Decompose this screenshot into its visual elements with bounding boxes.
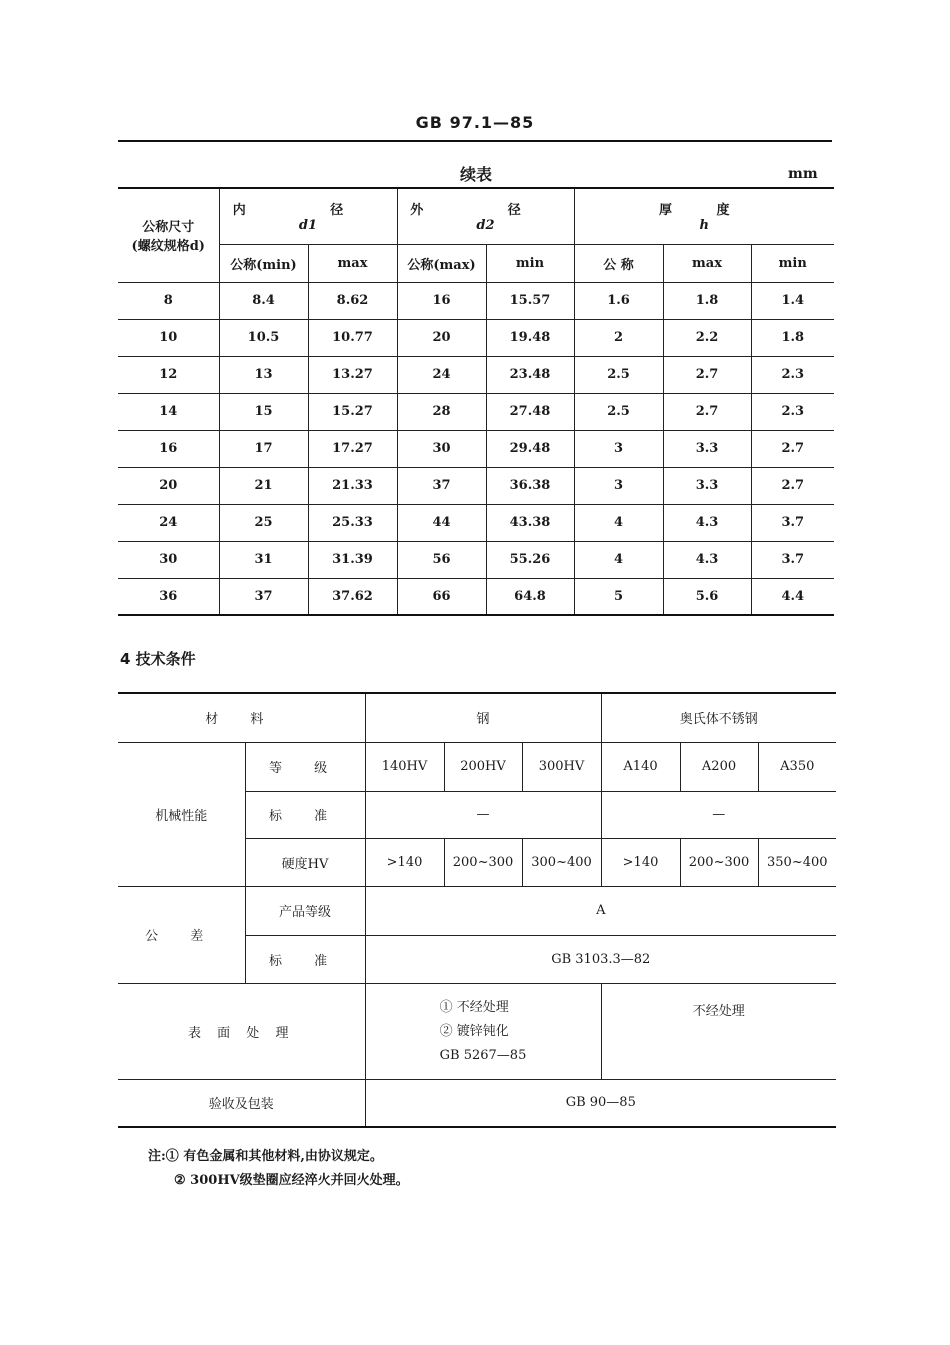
acceptance-label: 验收及包装 [118,1079,365,1127]
hardness-cell: >140 [365,838,444,886]
unit-label: mm [788,166,818,182]
table-cell: 1.8 [663,282,751,319]
table-cell: 24 [118,504,219,541]
table-cell: 24 [397,356,486,393]
table-row [118,578,834,615]
table-cell: 44 [397,504,486,541]
table-cell: 20 [118,467,219,504]
table-cell: 10.5 [219,319,308,356]
table-cell: 31 [219,541,308,578]
table-cell: 28 [397,393,486,430]
note-2: ② 300HV级垫圈应经淬火并回火处理。 [174,1173,409,1188]
table-cell: 2.7 [751,430,834,467]
table-row [118,282,834,319]
table-cell: 2.7 [663,356,751,393]
table-cell: 8 [118,282,219,319]
table-caption: 续表 [460,165,493,184]
sub-thick-max: max [663,244,751,282]
table-cell: 4 [574,541,663,578]
surface-treatment-label: 表 面 处 理 [118,983,365,1079]
table-row [118,356,834,393]
tolerance-standard-label: 标 准 [245,935,365,983]
table-cell: 25 [219,504,308,541]
tolerance-label: 公 差 [118,886,245,983]
sub-thick-min: min [751,244,834,282]
table-cell: 1.8 [751,319,834,356]
table-cell: 4.3 [663,541,751,578]
table-cell: 16 [397,282,486,319]
table-cell: 3.7 [751,541,834,578]
surface-stainless: 不经处理 [601,983,836,1079]
grade-label: 等 级 [245,742,365,791]
table-cell: 10.77 [308,319,397,356]
table-cell: 19.48 [486,319,574,356]
hardness-cell: 200~300 [680,838,758,886]
sub-inner-max: max [308,244,397,282]
table-cell: 2.5 [574,393,663,430]
table-cell: 13.27 [308,356,397,393]
table-cell: 37 [219,578,308,615]
table-cell: 36.38 [486,467,574,504]
table-cell: 27.48 [486,393,574,430]
table-cell: 3.3 [663,430,751,467]
table-row [118,430,834,467]
table-row [118,393,834,430]
tolerance-standard-value: GB 3103.3—82 [365,935,836,983]
table-cell: 55.26 [486,541,574,578]
stainless-standard: — [601,791,836,838]
hardness-cell: 300~400 [522,838,601,886]
table-cell: 16 [118,430,219,467]
table-cell: 30 [397,430,486,467]
table-cell: 5 [574,578,663,615]
table-cell: 2.7 [751,467,834,504]
table-cell: 13 [219,356,308,393]
sub-inner-nominal: 公称(min) [219,244,308,282]
table-cell: 8.4 [219,282,308,319]
table-cell: 2.7 [663,393,751,430]
table-row [118,467,834,504]
table-cell: 21.33 [308,467,397,504]
table-cell: 36 [118,578,219,615]
table-cell: 15.27 [308,393,397,430]
grade-cell: A200 [680,742,758,791]
product-grade-value: A [365,886,836,935]
table-cell: 37.62 [308,578,397,615]
header-outer-diameter: 外 径 d2 [397,188,574,244]
table-cell: 31.39 [308,541,397,578]
table-row [118,319,834,356]
table-cell: 3 [574,467,663,504]
table-cell: 3.7 [751,504,834,541]
table-cell: 1.4 [751,282,834,319]
table-cell: 1.6 [574,282,663,319]
table-cell: 20 [397,319,486,356]
grade-cell: A350 [758,742,836,791]
sub-thick-nominal: 公 称 [574,244,663,282]
table-cell: 37 [397,467,486,504]
material-label: 材 料 [118,693,365,742]
grade-cell: 200HV [444,742,522,791]
table-cell: 17.27 [308,430,397,467]
dimension-table [118,187,834,616]
table-cell: 4.4 [751,578,834,615]
header-thickness: 厚 度 h [574,188,834,244]
sub-outer-min: min [486,244,574,282]
acceptance-value: GB 90—85 [365,1079,836,1127]
table-cell: 8.62 [308,282,397,319]
table-cell: 4.3 [663,504,751,541]
grade-cell: 140HV [365,742,444,791]
table-cell: 21 [219,467,308,504]
hardness-cell: 200~300 [444,838,522,886]
grade-cell: A140 [601,742,680,791]
table-cell: 2 [574,319,663,356]
table-cell: 4 [574,504,663,541]
table-cell: 3 [574,430,663,467]
header-nominal-size: 公称尺寸 (螺纹规格d) [118,188,219,282]
table-cell: 23.48 [486,356,574,393]
table-cell: 29.48 [486,430,574,467]
table-cell: 12 [118,356,219,393]
table-cell: 15 [219,393,308,430]
hardness-cell: 350~400 [758,838,836,886]
product-grade-label: 产品等级 [245,886,365,935]
surface-steel: ① 不经处理 ② 镀锌钝化 GB 5267—85 [365,983,601,1079]
mech-properties-label: 机械性能 [118,742,245,886]
table-cell: 2.2 [663,319,751,356]
table-cell: 15.57 [486,282,574,319]
grade-cell: 300HV [522,742,601,791]
note-1: 注:① 有色金属和其他材料,由协议规定。 [148,1149,383,1164]
standard-code: GB 97.1—85 [415,113,535,132]
steel-standard: — [365,791,601,838]
table-cell: 2.3 [751,393,834,430]
table-cell: 30 [118,541,219,578]
stainless-label: 奥氏体不锈钢 [601,693,836,742]
steel-label: 钢 [365,693,601,742]
table-cell: 2.3 [751,356,834,393]
technical-conditions-table [118,692,836,1128]
hardness-label: 硬度HV [245,838,365,886]
hardness-cell: >140 [601,838,680,886]
table-cell: 25.33 [308,504,397,541]
mech-standard-label: 标 准 [245,791,365,838]
sub-outer-nominal: 公称(max) [397,244,486,282]
header-inner-diameter: 内 径 d1 [219,188,397,244]
table-cell: 3.3 [663,467,751,504]
table-row [118,504,834,541]
table-cell: 5.6 [663,578,751,615]
table-cell: 43.38 [486,504,574,541]
table-cell: 64.8 [486,578,574,615]
table-cell: 14 [118,393,219,430]
table-cell: 10 [118,319,219,356]
header-rule [118,140,832,142]
section-title: 4 技术条件 [120,650,196,668]
table-row [118,541,834,578]
table-cell: 2.5 [574,356,663,393]
table-cell: 17 [219,430,308,467]
table-cell: 56 [397,541,486,578]
table-cell: 66 [397,578,486,615]
